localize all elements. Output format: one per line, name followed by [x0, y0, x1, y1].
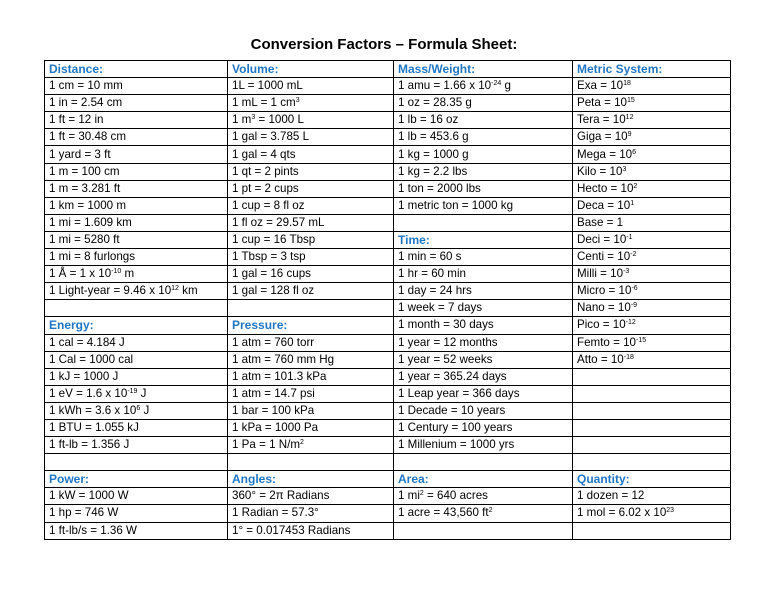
table-cell	[573, 368, 731, 385]
table-row	[45, 231, 731, 248]
table-cell	[573, 454, 731, 471]
cell-text: Energy:	[49, 318, 94, 333]
cell-text: 1 mL = 1 cm	[232, 96, 296, 110]
table-cell	[228, 419, 394, 436]
table-row	[45, 419, 731, 436]
table-row	[45, 249, 731, 266]
table-cell	[394, 180, 573, 197]
table-cell	[228, 112, 394, 129]
exponent: -10	[111, 268, 122, 276]
table-cell	[45, 437, 228, 454]
table-cell	[45, 283, 228, 300]
table-cell	[228, 505, 394, 522]
cell-text: Exa = 10	[577, 79, 624, 93]
table-row	[45, 334, 731, 351]
cell-text: 1 ft = 30.48 cm	[49, 130, 127, 144]
cell-text: 1 day = 24 hrs	[398, 284, 472, 298]
conversion-table-body	[45, 61, 731, 540]
cell-text: 1 acre = 43,560 ft	[398, 506, 489, 520]
table-row	[45, 214, 731, 231]
table-cell	[573, 437, 731, 454]
cell-text: Milli = 10	[577, 267, 624, 281]
table-cell	[45, 78, 228, 95]
exponent: 23	[666, 507, 675, 515]
cell-unit: = 640 acres	[423, 489, 488, 503]
cell-text: Deca = 10	[577, 198, 631, 212]
cell-text: 1 lb = 453.6 g	[398, 130, 469, 144]
table-cell	[228, 129, 394, 146]
cell-text: 1 amu = 1.66 x 10	[398, 79, 492, 93]
table-cell	[394, 437, 573, 454]
table-row	[45, 471, 731, 488]
table-row	[45, 283, 731, 300]
exponent: -3	[623, 268, 630, 276]
cell-text: 1 Century = 100 years	[398, 421, 513, 435]
cell-text: 1 BTU = 1.055 kJ	[49, 421, 139, 435]
cell-text: 1 pt = 2 cups	[232, 181, 299, 195]
table-row	[45, 163, 731, 180]
cell-text: 1 m = 100 cm	[49, 164, 120, 178]
table-row	[45, 351, 731, 368]
cell-text: 1 Tbsp = 3 tsp	[232, 250, 306, 264]
table-cell	[394, 112, 573, 129]
section-header	[45, 471, 228, 488]
cell-text: 1 year = 365.24 days	[398, 369, 507, 383]
cell-text: 1 ton = 2000 lbs	[398, 181, 481, 195]
table-cell	[228, 266, 394, 283]
table-cell	[394, 146, 573, 163]
table-cell	[45, 522, 228, 539]
cell-text: 1 ft = 12 in	[49, 113, 104, 127]
table-cell	[573, 300, 731, 317]
table-cell	[573, 180, 731, 197]
exponent: 2	[299, 439, 304, 447]
cell-text: 1 Light-year = 9.46 x 10	[49, 284, 172, 298]
table-cell	[228, 231, 394, 248]
table-cell	[573, 488, 731, 505]
cell-text: 1 kJ = 1000 J	[49, 369, 119, 383]
cell-text: 1 lb = 16 oz	[398, 113, 459, 127]
table-cell	[573, 78, 731, 95]
cell-text: Time:	[398, 232, 430, 247]
cell-text: Volume:	[232, 62, 279, 77]
cell-text: 1 hr = 60 min	[398, 267, 466, 281]
table-cell	[573, 197, 731, 214]
cell-text: 1 gal = 16 cups	[232, 267, 311, 281]
cell-text: 1 cup = 16 Tbsp	[232, 232, 316, 246]
table-cell	[45, 266, 228, 283]
table-cell	[45, 112, 228, 129]
table-cell	[45, 231, 228, 248]
cell-text: Distance:	[49, 62, 104, 77]
cell-text: 1° = 0.017453 Radians	[232, 523, 351, 537]
table-cell	[573, 266, 731, 283]
exponent: -18	[623, 353, 634, 361]
cell-text: 1 mi = 5280 ft	[49, 232, 120, 246]
cell-text: 1 atm = 760 torr	[232, 335, 315, 349]
table-cell	[573, 214, 731, 231]
cell-text: 1 kg = 2.2 lbs	[398, 164, 468, 178]
table-cell	[573, 419, 731, 436]
table-cell	[45, 505, 228, 522]
cell-text: 1 cal = 4.184 J	[49, 335, 125, 349]
table-row	[45, 505, 731, 522]
table-cell	[573, 163, 731, 180]
exponent: 18	[623, 80, 631, 88]
table-cell	[228, 488, 394, 505]
table-row	[45, 385, 731, 402]
cell-text: Base = 1	[577, 215, 624, 229]
exponent: 3	[622, 165, 627, 173]
cell-text: 1 oz = 28.35 g	[398, 96, 472, 110]
cell-unit: = 1000 L	[255, 113, 304, 127]
table-cell	[228, 454, 394, 471]
table-cell	[394, 317, 573, 334]
exponent: 2	[488, 507, 493, 515]
table-cell	[228, 180, 394, 197]
section-header	[394, 231, 573, 248]
cell-text: 1 gal = 128 fl oz	[232, 284, 315, 298]
table-cell	[573, 505, 731, 522]
table-row	[45, 300, 731, 317]
table-cell	[45, 300, 228, 317]
cell-text: 1 mol = 6.02 x 10	[577, 506, 667, 520]
cell-text: Kilo = 10	[577, 164, 623, 178]
cell-text: 1 kW = 1000 W	[49, 489, 129, 503]
cell-text: 1 Å = 1 x 10	[49, 267, 112, 281]
cell-text: 1 ft-lb = 1.356 J	[49, 438, 130, 452]
table-cell	[45, 488, 228, 505]
table-cell	[45, 334, 228, 351]
table-row	[45, 146, 731, 163]
cell-text: Peta = 10	[577, 96, 627, 110]
table-cell	[45, 454, 228, 471]
table-cell	[228, 300, 394, 317]
cell-text: Nano = 10	[577, 301, 631, 315]
table-cell	[573, 402, 731, 419]
section-header	[573, 471, 731, 488]
table-row	[45, 437, 731, 454]
section-header	[45, 61, 228, 78]
exponent: 15	[626, 97, 635, 105]
table-cell	[573, 351, 731, 368]
table-cell	[394, 505, 573, 522]
table-cell	[228, 95, 394, 112]
cell-text: Giga = 10	[577, 130, 628, 144]
cell-text: 1 cm = 10 mm	[49, 79, 123, 93]
exponent: 3	[295, 97, 300, 105]
cell-text: Centi = 10	[577, 250, 631, 264]
exponent: -6	[631, 285, 638, 293]
cell-unit: m	[121, 267, 135, 281]
cell-text: 1 gal = 3.785 L	[232, 130, 310, 144]
cell-text: 1 metric ton = 1000 kg	[398, 198, 514, 212]
table-cell	[394, 249, 573, 266]
table-cell	[45, 180, 228, 197]
table-row	[45, 317, 731, 334]
cell-text: Atto = 10	[577, 352, 624, 366]
table-row	[45, 454, 731, 471]
cell-text: Pico = 10	[577, 318, 626, 332]
table-cell	[573, 522, 731, 539]
table-row	[45, 402, 731, 419]
table-row	[45, 112, 731, 129]
section-header	[573, 61, 731, 78]
table-cell	[394, 385, 573, 402]
cell-text: 1 km = 1000 m	[49, 198, 127, 212]
table-cell	[45, 419, 228, 436]
table-row	[45, 180, 731, 197]
table-cell	[573, 385, 731, 402]
cell-text: Mass/Weight:	[398, 62, 476, 77]
table-cell	[45, 129, 228, 146]
cell-text: 1 kg = 1000 g	[398, 147, 469, 161]
cell-text: 1 gal = 4 qts	[232, 147, 296, 161]
cell-text: 1 mi	[398, 489, 420, 503]
table-cell	[573, 334, 731, 351]
table-cell	[394, 402, 573, 419]
table-cell	[573, 129, 731, 146]
cell-text: 1 Cal = 1000 cal	[49, 352, 134, 366]
exponent: -24	[491, 80, 502, 88]
cell-text: 1 week = 7 days	[398, 301, 483, 315]
table-row	[45, 197, 731, 214]
table-cell	[394, 454, 573, 471]
cell-text: Femto = 10	[577, 335, 636, 349]
table-cell	[394, 214, 573, 231]
cell-text: 1 cup = 8 fl oz	[232, 198, 305, 212]
cell-text: Deci = 10	[577, 232, 627, 246]
table-cell	[45, 385, 228, 402]
table-cell	[228, 368, 394, 385]
table-cell	[45, 197, 228, 214]
table-cell	[45, 249, 228, 266]
cell-text: 1 Leap year = 366 days	[398, 386, 520, 400]
table-cell	[394, 197, 573, 214]
table-cell	[394, 283, 573, 300]
cell-text: 1 yard = 3 ft	[49, 147, 111, 161]
table-cell	[45, 214, 228, 231]
cell-text: 1 m = 3.281 ft	[49, 181, 121, 195]
cell-text: 1 dozen = 12	[577, 489, 645, 503]
table-row	[45, 78, 731, 95]
exponent: 9	[627, 131, 632, 139]
section-header	[45, 317, 228, 334]
table-cell	[573, 112, 731, 129]
cell-text: 1 min = 60 s	[398, 250, 462, 264]
table-cell	[228, 283, 394, 300]
exponent: 1	[630, 199, 635, 207]
exponent: -9	[630, 302, 638, 310]
cell-text: 1 kPa = 1000 Pa	[232, 421, 319, 435]
cell-unit: J	[137, 386, 147, 400]
exponent: -15	[635, 336, 647, 344]
cell-text: 1 eV = 1.6 x 10	[49, 386, 128, 400]
cell-text: 1 in = 2.54 cm	[49, 96, 123, 110]
table-row	[45, 129, 731, 146]
table-cell	[228, 437, 394, 454]
cell-text: Pressure:	[232, 318, 288, 333]
table-row	[45, 488, 731, 505]
exponent: 12	[625, 114, 634, 122]
table-cell	[394, 163, 573, 180]
table-cell	[394, 129, 573, 146]
table-cell	[394, 488, 573, 505]
table-cell	[573, 283, 731, 300]
table-cell	[573, 231, 731, 248]
table-cell	[228, 78, 394, 95]
table-cell	[45, 95, 228, 112]
cell-text: 1L = 1000 mL	[232, 79, 303, 93]
table-cell	[228, 146, 394, 163]
table-row	[45, 266, 731, 283]
table-row	[45, 368, 731, 385]
exponent: -19	[127, 387, 138, 395]
cell-text: 1 atm = 760 mm Hg	[232, 352, 335, 366]
section-header	[228, 61, 394, 78]
cell-text: 1 m	[232, 113, 252, 127]
exponent: 2	[633, 182, 638, 190]
table-cell	[394, 419, 573, 436]
table-cell	[228, 402, 394, 419]
conversion-table	[44, 60, 731, 540]
table-cell	[228, 334, 394, 351]
section-header	[394, 471, 573, 488]
table-cell	[394, 522, 573, 539]
cell-text: 1 kWh = 3.6 x 10	[49, 403, 137, 417]
table-cell	[228, 197, 394, 214]
table-cell	[394, 334, 573, 351]
exponent: 2	[419, 490, 424, 498]
cell-text: Metric System:	[577, 62, 663, 77]
cell-text: 1 Pa = 1 N/m	[232, 438, 300, 452]
table-cell	[573, 317, 731, 334]
table-row	[45, 61, 731, 78]
table-cell	[573, 249, 731, 266]
cell-text: 1 bar = 100 kPa	[232, 403, 315, 417]
exponent: -1	[626, 233, 633, 241]
table-cell	[394, 95, 573, 112]
cell-unit: J	[140, 403, 150, 417]
section-header	[228, 471, 394, 488]
cell-text: 1 year = 52 weeks	[398, 352, 493, 366]
section-header	[228, 317, 394, 334]
table-cell	[228, 351, 394, 368]
cell-text: 1 Decade = 10 years	[398, 403, 506, 417]
cell-text: 360° = 2π Radians	[232, 489, 330, 503]
exponent: 3	[251, 114, 256, 122]
cell-text: 1 ft-lb/s = 1.36 W	[49, 523, 137, 537]
exponent: 12	[171, 285, 179, 293]
exponent: 6	[632, 148, 637, 156]
cell-text: 1 mi = 1.609 km	[49, 215, 132, 229]
cell-text: 1 qt = 2 pints	[232, 164, 299, 178]
table-cell	[573, 95, 731, 112]
cell-text: 1 Radian = 57.3°	[232, 506, 319, 520]
cell-text: Area:	[398, 472, 429, 487]
cell-text: Angles:	[232, 472, 277, 487]
cell-text: Hecto = 10	[577, 181, 634, 195]
table-cell	[45, 351, 228, 368]
table-cell	[45, 146, 228, 163]
table-row	[45, 95, 731, 112]
cell-text: 1 year = 12 months	[398, 335, 498, 349]
table-cell	[45, 368, 228, 385]
table-cell	[394, 351, 573, 368]
table-cell	[228, 385, 394, 402]
table-cell	[45, 402, 228, 419]
cell-text: 1 month = 30 days	[398, 318, 494, 332]
cell-text: 1 Millenium = 1000 yrs	[398, 438, 515, 452]
exponent: -2	[630, 251, 637, 259]
section-header	[394, 61, 573, 78]
cell-unit: g	[501, 79, 511, 93]
cell-text: 1 hp = 746 W	[49, 506, 119, 520]
table-cell	[45, 163, 228, 180]
exponent: 6	[136, 404, 141, 412]
table-cell	[228, 249, 394, 266]
cell-text: Micro = 10	[577, 284, 632, 298]
cell-text: Tera = 10	[577, 113, 626, 127]
table-cell	[228, 163, 394, 180]
cell-text: 1 atm = 14.7 psi	[232, 386, 315, 400]
table-cell	[394, 78, 573, 95]
table-cell	[394, 266, 573, 283]
table-cell	[394, 300, 573, 317]
table-row	[45, 522, 731, 539]
cell-text: 1 mi = 8 furlongs	[49, 250, 136, 264]
cell-text: 1 atm = 101.3 kPa	[232, 369, 327, 383]
table-cell	[228, 522, 394, 539]
page-title: Conversion Factors – Formula Sheet:	[250, 36, 518, 53]
table-cell	[228, 214, 394, 231]
cell-unit: km	[178, 284, 198, 298]
cell-text: Power:	[49, 472, 90, 487]
table-cell	[573, 146, 731, 163]
table-cell	[394, 368, 573, 385]
cell-text: Mega = 10	[577, 147, 633, 161]
cell-text: Quantity:	[577, 472, 630, 487]
cell-text: 1 fl oz = 29.57 mL	[232, 215, 325, 229]
exponent: -12	[625, 319, 636, 327]
